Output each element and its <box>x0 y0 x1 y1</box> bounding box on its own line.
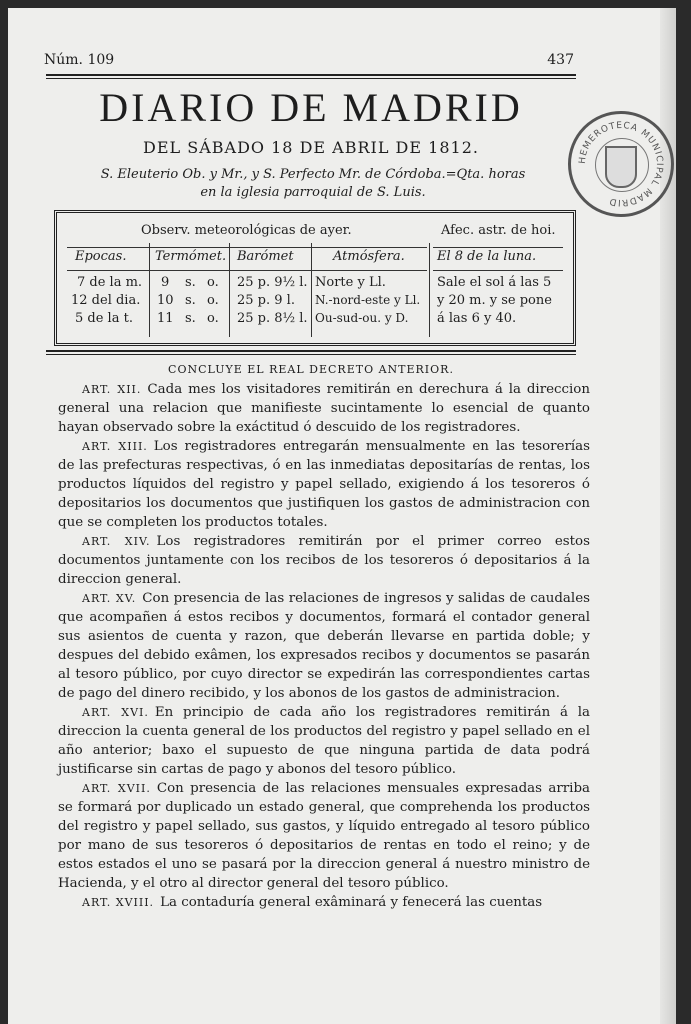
saints-line-2: en la iglesia parroquial de S. Luis. <box>200 185 426 200</box>
masthead-title: DIARIO DE MADRID <box>99 85 523 130</box>
row-temp-o: o. <box>207 311 219 326</box>
astro-line-2: y 20 m. y se pone <box>437 293 552 308</box>
article-text: Los registradores entregarán mensualmente en las tesorerías de las prefecturas respectivas, ó en las inmediatas depositarías de rentas, los productos líquidos del registro y papel sellado, exigiendo á los tesoreros ó depositarios los documentos que justifiquen los gastos de administracion con que se completen los productos totales. <box>58 439 590 530</box>
saints-line-1: S. Eleuterio Ob. y Mr., y S. Perfecto Mr. de Córdoba.=Qta. horas <box>100 167 526 182</box>
row-temp-o: o. <box>207 293 219 308</box>
svg-text:HEMEROTECA MUNICIPAL MADRID: HEMEROTECA MUNICIPAL MADRID <box>577 120 665 208</box>
weather-table <box>54 210 576 346</box>
header-rule <box>46 74 576 79</box>
row-temp-s: s. <box>185 311 196 326</box>
row-temp: 11 <box>157 311 174 326</box>
article-text: En principio de cada año los registradores remitirán á la direccion la cuenta general de los productos del registro y papel sellado en el año anterior; baxo el supuesto de que ninguna partida de data podrá justificarse sin cartas de pago y abonos del tesoro público. <box>58 705 590 777</box>
article-paragraph <box>58 437 590 532</box>
table-bottom-rule <box>46 350 576 355</box>
col-termometro: Termómet. <box>155 249 227 264</box>
weather-divider <box>229 243 230 337</box>
article-label: ART. XII. <box>82 383 142 396</box>
row-atmos: Norte y Ll. <box>315 275 386 290</box>
article-body <box>58 380 590 912</box>
row-atmos: N.-nord-este y Ll. <box>315 293 421 307</box>
article-paragraph <box>58 380 590 437</box>
weather-observ-title: Observ. meteorológicas de ayer. <box>141 223 352 238</box>
row-epoca: 5 de la t. <box>75 311 133 326</box>
col-luna: El 8 de la luna. <box>437 249 537 264</box>
row-epoca: 12 del dia. <box>71 293 141 308</box>
row-baro: 25 p. 9 l. <box>237 293 295 308</box>
row-baro: 25 p. 9½ l. <box>237 275 308 290</box>
row-temp-s: s. <box>185 275 196 290</box>
weather-divider <box>311 243 312 337</box>
saints-of-day <box>68 166 558 202</box>
article-label: ART. XVII. <box>82 782 151 795</box>
article-paragraph <box>58 589 590 703</box>
newspaper-page <box>8 8 676 1024</box>
astro-line-1: Sale el sol á las 5 <box>437 275 552 290</box>
col-epocas: Epocas. <box>75 249 127 264</box>
article-paragraph <box>58 532 590 589</box>
weather-astro-title: Afec. astr. de hoi. <box>441 223 556 238</box>
row-temp-s: s. <box>185 293 196 308</box>
article-label: ART. XVIII. <box>82 896 155 909</box>
col-atmosfera: Atmósfera. <box>333 249 405 264</box>
astro-line-3: á las 6 y 40. <box>437 311 517 326</box>
article-paragraph <box>58 893 590 912</box>
article-label: ART. XIII. <box>82 440 148 453</box>
row-temp: 9 <box>161 275 170 290</box>
article-text: Cada mes los visitadores remitirán en derechura á la direccion general una relacion que manifieste sucintamente lo esencial de quanto hayan observado sobre la exáctitud ó descuido de los registradores. <box>58 382 590 435</box>
row-temp-o: o. <box>207 275 219 290</box>
article-label: ART. XVI. <box>82 706 149 719</box>
article-label: ART. XV. <box>82 592 137 605</box>
col-barometro: Barómet <box>237 249 294 264</box>
weather-divider <box>429 243 430 337</box>
article-text: Con presencia de las relaciones de ingresos y salidas de caudales que acompañen á estos recibos y documentos, formará el contador general sus asientos de cuenta y razon, que deberán llevarse en partida doble; y despues del debido exâmen, los expresados recibos y documentos se pasarán al tesoro público, por cuyo director se expedirán las correspondientes cartas de pago del dinero recibido, y los abonos de los gastos de administracion. <box>58 591 590 701</box>
issue-number: Núm. 109 <box>44 52 115 68</box>
weather-divider <box>149 243 150 337</box>
article-paragraph <box>58 703 590 779</box>
row-baro: 25 p. 8½ l. <box>237 311 308 326</box>
article-label: ART. XIV. <box>82 535 151 548</box>
row-epoca: 7 de la m. <box>77 275 143 290</box>
article-paragraph <box>58 779 590 893</box>
library-stamp <box>568 111 674 217</box>
coat-of-arms-icon <box>605 146 637 188</box>
row-atmos: Ou-sud-ou. y D. <box>315 311 409 325</box>
article-text: Los registradores remitirán por el primer correo estos documentos juntamente con los recibos de los tesoreros ó depositarios á la direccion general. <box>58 534 590 587</box>
section-title: CONCLUYE EL REAL DECRETO ANTERIOR. <box>168 363 454 376</box>
article-text: Con presencia de las relaciones mensuales expresadas arriba se formará por duplicado un estado general, que comprehenda los productos del registro y papel sellado, sus gastos, y líquido entregado al tesoro público por mano de sus tesoreros ó depositarios de rentas en todo el reino; y de estos estados el uno se pasará por la direccion general á nuestro ministro de Hacienda, y el otro al director general del tesoro público. <box>58 781 590 891</box>
page-number: 437 <box>547 52 574 68</box>
dateline: DEL SÁBADO 18 DE ABRIL DE 1812. <box>143 138 479 157</box>
row-temp: 10 <box>157 293 174 308</box>
article-text: La contaduría general exâminará y fenecerá las cuentas <box>160 895 543 910</box>
